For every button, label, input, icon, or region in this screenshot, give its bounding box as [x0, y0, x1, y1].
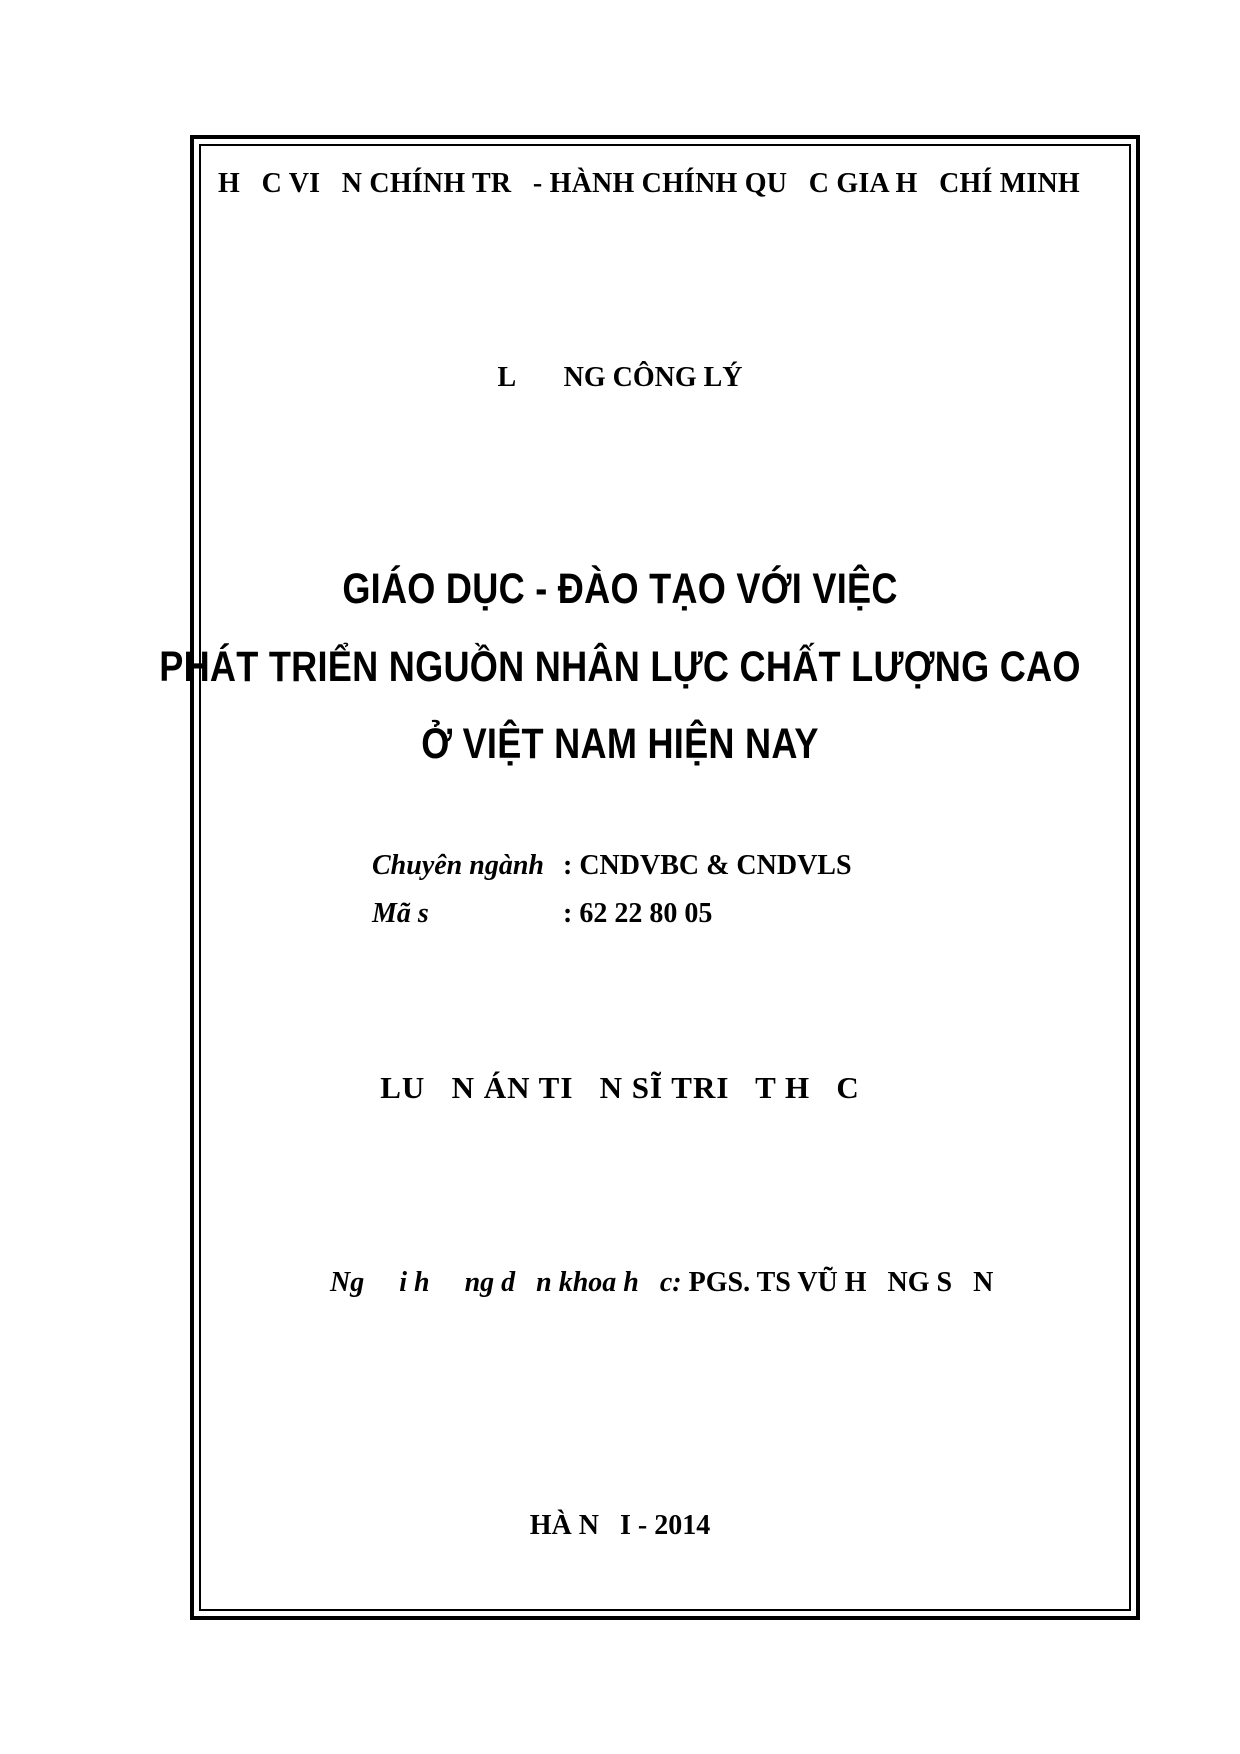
degree-title: LU N ÁN TI N SĨ TRI T H C — [380, 1070, 860, 1105]
specialization-value: : CNDVBC & CNDVLS — [563, 850, 852, 881]
advisor-line — [330, 1267, 993, 1299]
author-name: L NG CÔNG LÝ — [497, 362, 743, 393]
place-year: HÀ N I - 2014 — [529, 1510, 711, 1541]
advisor-label: Ng i h ng d n khoa h c: — [330, 1267, 682, 1298]
advisor-name: PGS. TS VŨ H NG S N — [681, 1267, 994, 1298]
specialization-label: Chuyên ngành — [372, 850, 544, 881]
institution-name: H C VI N CHÍNH TR - HÀNH CHÍNH QU C GIA H CHÍ MINH — [218, 168, 1080, 199]
code-value: : 62 22 80 05 — [563, 898, 713, 929]
thesis-title-line-1: GIÁO DỤC - ĐÀO TẠO VỚI VIỆC — [342, 565, 898, 613]
code-label: Mã s — [372, 898, 429, 929]
thesis-title-line-2: PHÁT TRIỂN NGUỒN NHÂN LỰC CHẤT LƯỢNG CAO — [159, 643, 1081, 691]
thesis-title-line-3: Ở VIỆT NAM HIỆN NAY — [421, 720, 819, 768]
